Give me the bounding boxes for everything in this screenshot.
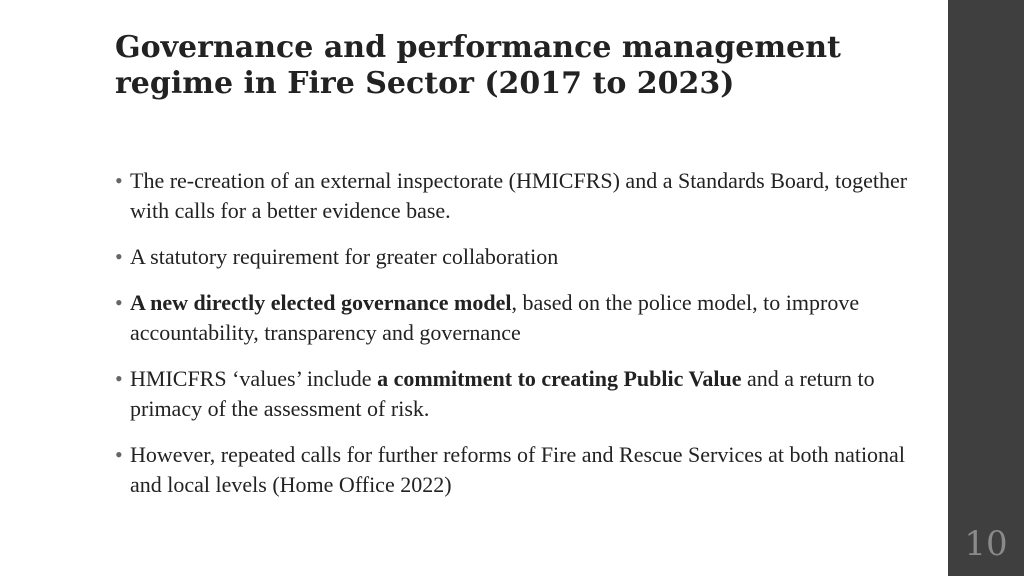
page-number: 10 [964, 524, 1008, 564]
bullet-text: HMICFRS ‘values’ include [130, 366, 378, 391]
bullet-text: The re-creation of an external inspectorate (HMICFRS) and a Standards Board, together with calls for a better evidence base. [130, 168, 908, 223]
bullet-icon: • [115, 366, 123, 391]
bullet-text: However, repeated calls for further reforms of Fire and Rescue Services at both national and local levels (Home Office 2022) [130, 442, 905, 497]
bullet-text: , based on the police model, to improve accountability, transparency and governance [130, 290, 860, 345]
bullet-icon: • [115, 168, 123, 193]
right-sidebar [948, 0, 1024, 576]
bullet-text: A statutory requirement for greater collaboration [130, 244, 559, 269]
bullet-item [115, 364, 915, 424]
bullet-item [115, 288, 915, 348]
bullet-item [115, 242, 915, 272]
bullet-bold-text: a commitment to creating Public Value [377, 366, 742, 391]
slide-title: Governance and performance management regime in Fire Sector (2017 to 2023) [115, 30, 841, 101]
bullet-item [115, 166, 915, 226]
bullet-icon: • [115, 442, 123, 467]
bullet-bold-text: A new directly elected governance model [130, 290, 512, 315]
bullet-item [115, 440, 915, 500]
bullet-list [115, 166, 915, 516]
bullet-icon: • [115, 290, 123, 315]
bullet-text: and a return to primacy of the assessment of risk. [130, 366, 875, 421]
bullet-icon: • [115, 244, 123, 269]
